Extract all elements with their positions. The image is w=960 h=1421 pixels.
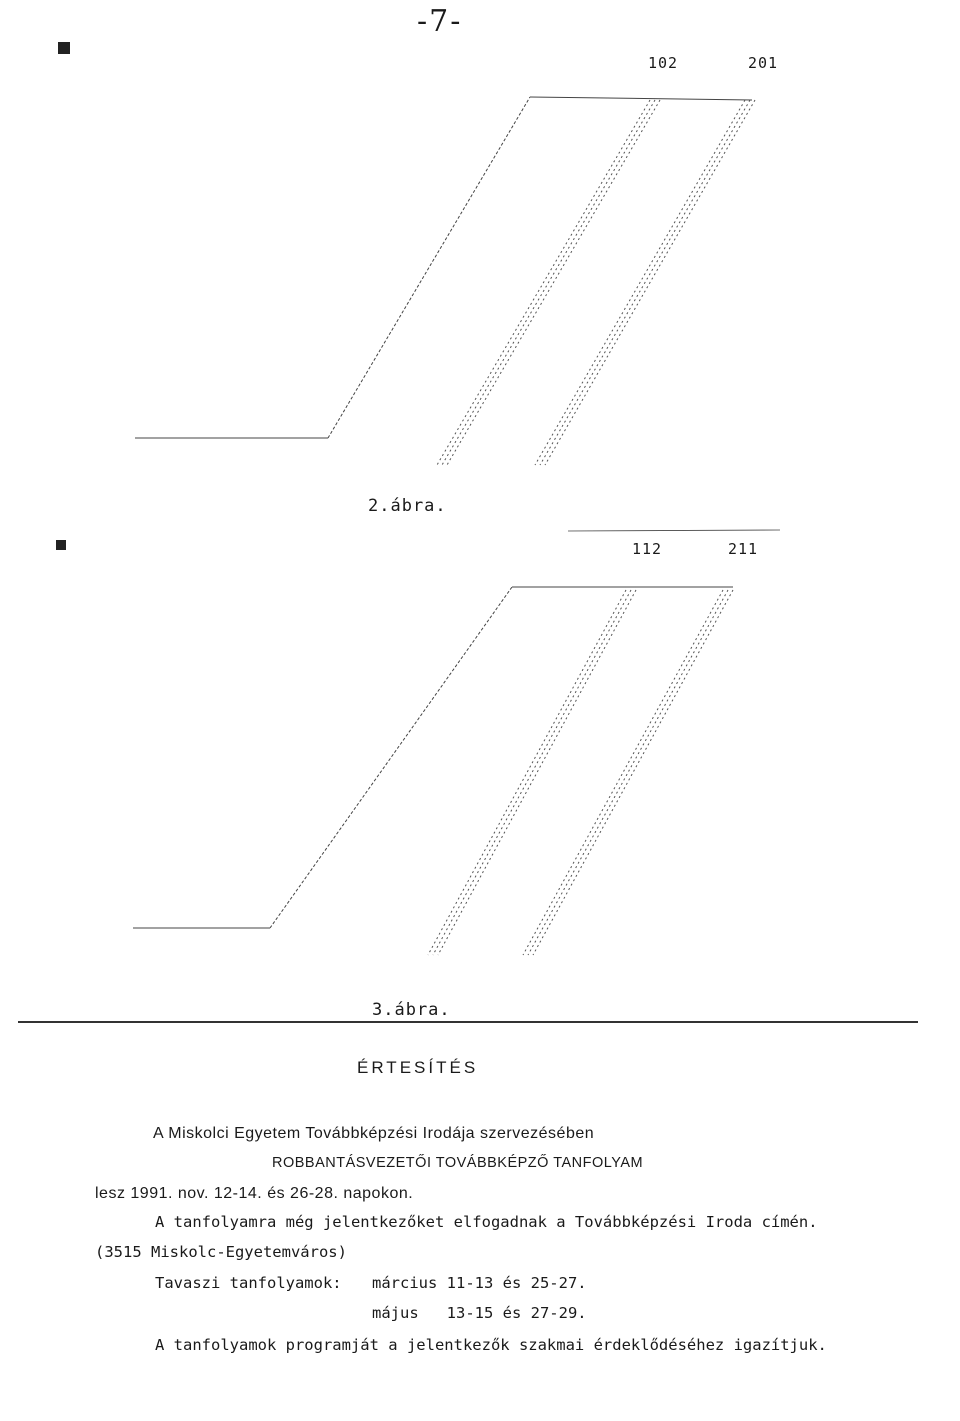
notice-line-4: A tanfolyamra még jelentkezőket elfogadnak a Továbbképzési Iroda címén.	[155, 1213, 818, 1231]
figure-3-label-right: 211	[728, 540, 759, 558]
section-divider	[18, 1021, 918, 1023]
notice-line-2: ROBBANTÁSVEZETŐI TOVÁBBKÉPZŐ TANFOLYAM	[272, 1155, 644, 1171]
fig2-band-right	[535, 100, 755, 465]
figure-2-label-right: 201	[748, 54, 779, 72]
notice-title: ÉRTESÍTÉS	[357, 1058, 479, 1077]
notice-line-1: A Miskolci Egyetem Továbbképzési Irodája szervezésében	[153, 1125, 595, 1142]
notice-line-3: lesz 1991. nov. 12-14. és 26-28. napokon.	[95, 1185, 414, 1202]
notice-line-5: (3515 Miskolc-Egyetemváros)	[95, 1243, 347, 1261]
fig3-top-mark	[568, 530, 780, 531]
fig3-band-left	[428, 590, 636, 955]
figure-3-label-left: 112	[632, 540, 663, 558]
fig3-band-right	[523, 590, 733, 955]
notice-line-last: A tanfolyamok programját a jelentkezők szakmai érdeklődéséhez igazítjuk.	[155, 1336, 827, 1354]
spring-courses-may: május 13-15 és 27-29.	[372, 1304, 587, 1322]
page-number: -7-	[417, 4, 463, 39]
spring-courses-march: március 11-13 és 25-27.	[372, 1274, 587, 1292]
spring-courses-label: Tavaszi tanfolyamok:	[155, 1274, 342, 1292]
figure-2-caption: 2.ábra.	[368, 496, 447, 516]
fig2-topline	[530, 97, 752, 100]
figure-3-caption: 3.ábra.	[372, 1000, 451, 1020]
fig2-diagonal	[328, 97, 530, 438]
figure-2-label-left: 102	[648, 54, 679, 72]
fig2-band-left	[437, 100, 660, 465]
